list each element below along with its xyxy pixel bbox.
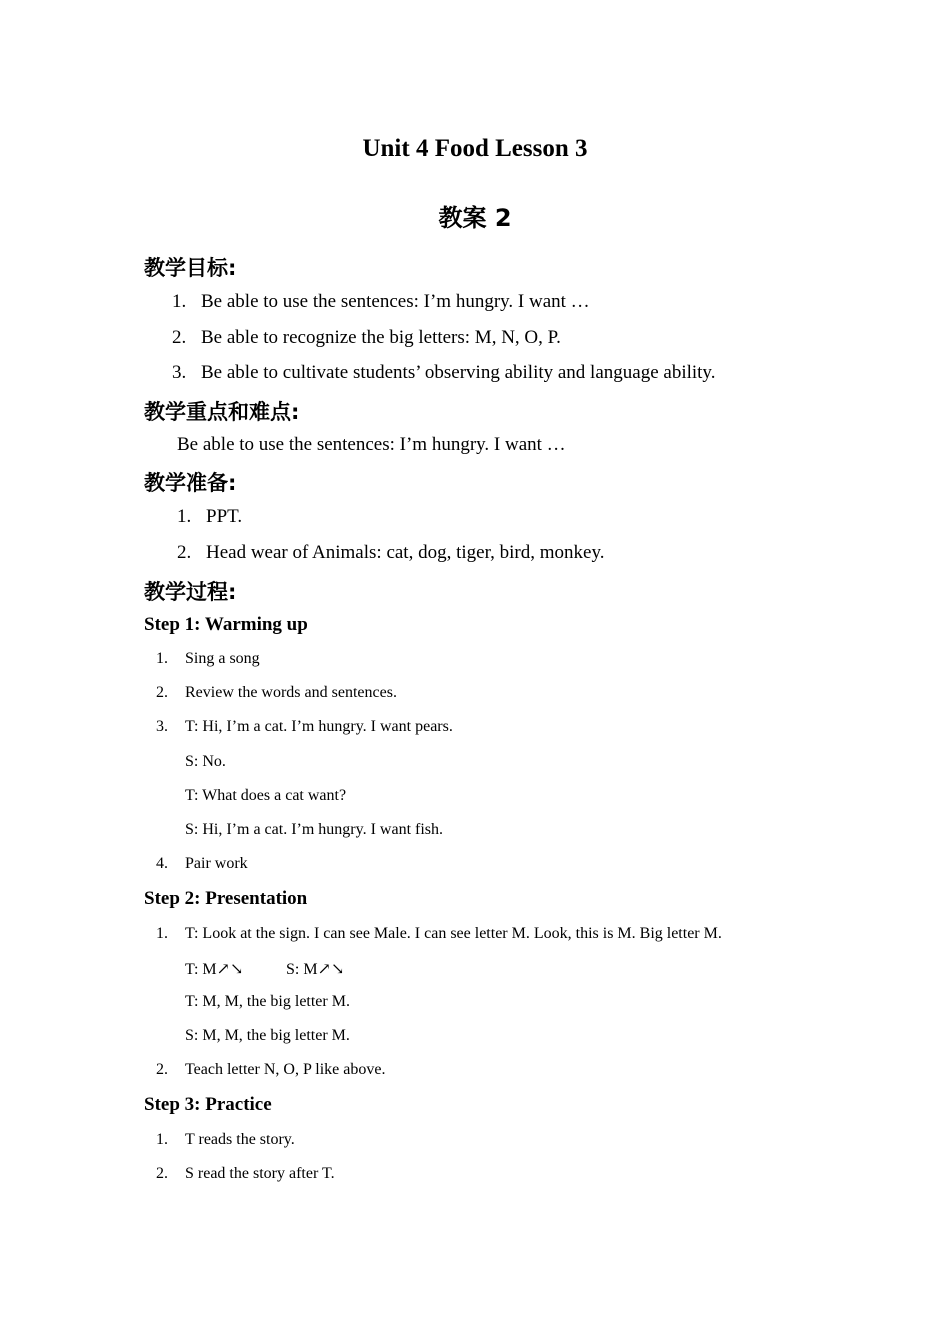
step3-number: 1. — [156, 1131, 168, 1148]
preparation-heading: 教学准备: — [144, 471, 237, 495]
step1-item: Review the words and sentences. — [185, 684, 397, 701]
step2-dialogue: S: M, M, the big letter M. — [185, 1027, 350, 1044]
step3-item: T reads the story. — [185, 1131, 295, 1148]
step3-title: Step 3: Practice — [144, 1094, 272, 1115]
preparation-number: 1. — [177, 506, 192, 527]
step1-dialogue: S: Hi, I’m a cat. I’m hungry. I want fish. — [185, 821, 444, 838]
objective-number: 2. — [172, 327, 187, 348]
step2-dialogue: S: M↗↘ — [286, 961, 345, 978]
step2-dialogue: T: M↗↘ — [185, 961, 244, 978]
objectives-heading: 教学目标: — [144, 256, 237, 280]
objective-number: 3. — [172, 362, 187, 383]
objective-item: Be able to use the sentences: I’m hungry. I want … — [201, 291, 590, 312]
step1-number: 2. — [156, 684, 168, 701]
step2-number: 1. — [156, 925, 168, 942]
step1-item: Pair work — [185, 855, 248, 872]
objective-item: Be able to recognize the big letters: M, N, O, P. — [201, 327, 561, 348]
key-points-text: Be able to use the sentences: I’m hungry. I want … — [177, 434, 566, 455]
step2-number: 2. — [156, 1061, 168, 1078]
step2-dialogue: T: M, M, the big letter M. — [185, 993, 350, 1010]
step1-title: Step 1: Warming up — [144, 614, 308, 635]
document-subtitle: 教案 2 — [438, 204, 512, 232]
objective-number: 1. — [172, 291, 187, 312]
step1-dialogue: S: No. — [185, 753, 226, 770]
step1-dialogue: T: What does a cat want? — [185, 787, 347, 804]
preparation-number: 2. — [177, 542, 192, 563]
step2-item: T: Look at the sign. I can see Male. I can see letter M. Look, this is M. Big letter M. — [185, 925, 722, 942]
step3-item: S read the story after T. — [185, 1165, 335, 1182]
document-title: Unit 4 Food Lesson 3 — [362, 135, 588, 162]
step1-number: 3. — [156, 718, 168, 735]
key-points-heading: 教学重点和难点: — [144, 400, 300, 424]
step2-item: Teach letter N, O, P like above. — [185, 1061, 386, 1078]
preparation-item: Head wear of Animals: cat, dog, tiger, bird, monkey. — [206, 542, 605, 563]
step1-number: 1. — [156, 650, 168, 667]
objective-item: Be able to cultivate students’ observing ability and language ability. — [201, 362, 716, 383]
step2-title: Step 2: Presentation — [144, 888, 308, 909]
step1-item: T: Hi, I’m a cat. I’m hungry. I want pears. — [185, 718, 453, 735]
step3-number: 2. — [156, 1165, 168, 1182]
step1-item: Sing a song — [185, 650, 260, 667]
process-heading: 教学过程: — [144, 580, 237, 604]
preparation-item: PPT. — [206, 506, 243, 527]
step1-number: 4. — [156, 855, 168, 872]
